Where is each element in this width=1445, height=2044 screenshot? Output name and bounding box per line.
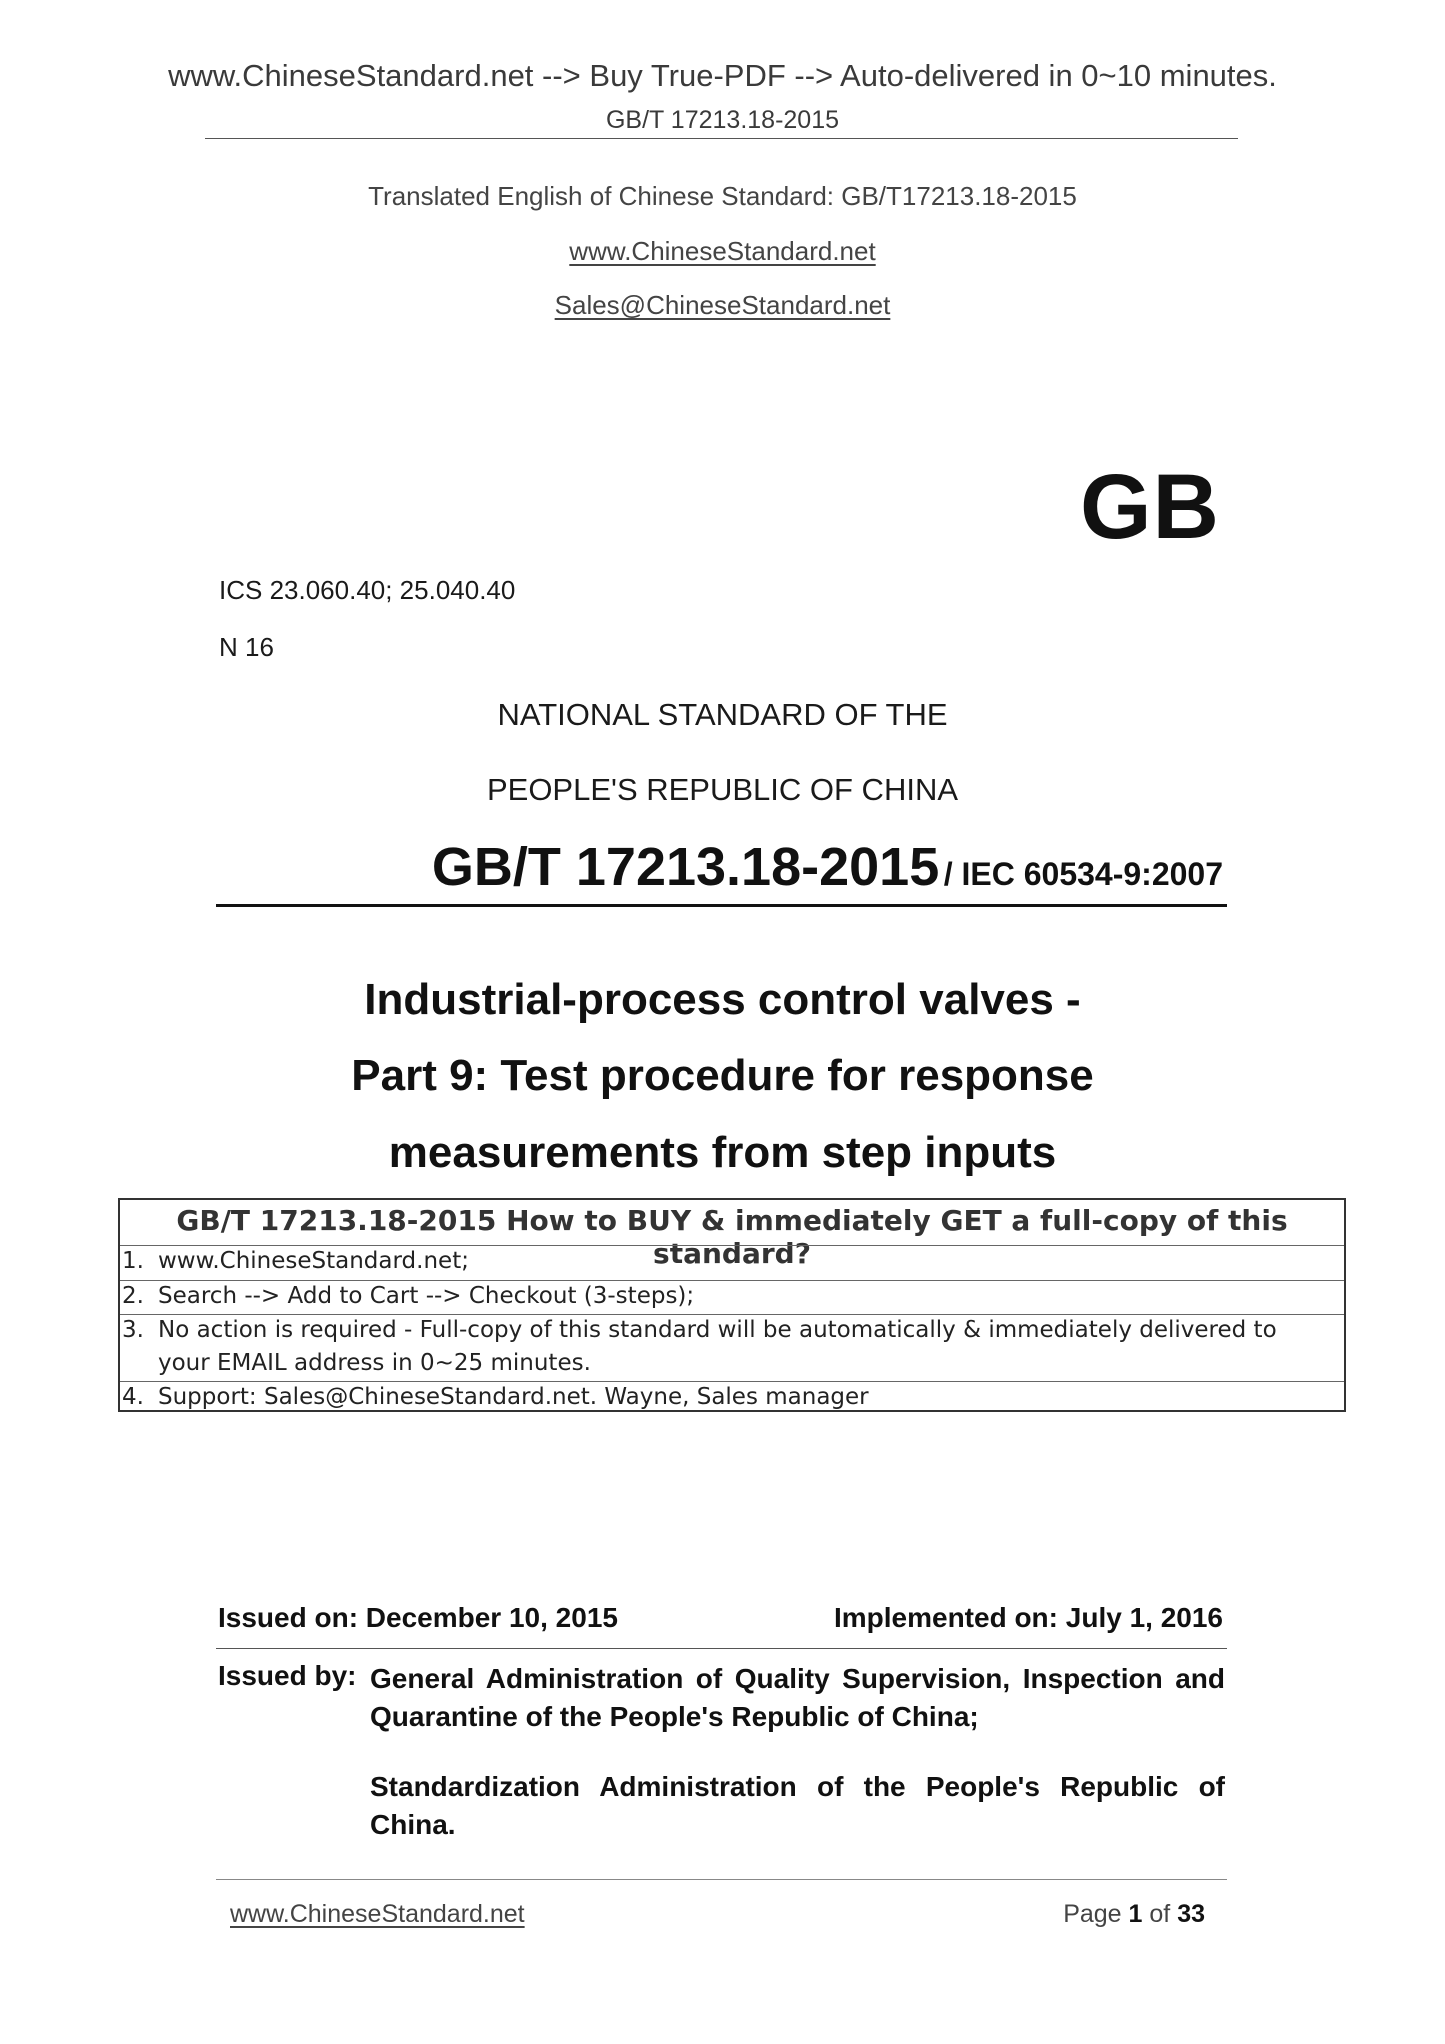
buy-step-text: Search --> Add to Cart --> Checkout (3-steps); [158, 1283, 695, 1309]
gb-mark: GB [1080, 456, 1220, 558]
buy-step [122, 1384, 869, 1410]
how-to-buy-heading: GB/T 17213.18-2015 How to BUY & immediately GET a full-copy of this standard? [176, 1204, 1288, 1270]
buy-step-text: No action is required - Full-copy of this standard will be automatically & immediately delivered to [158, 1317, 1277, 1343]
document-title-line-3: measurements from step inputs [388, 1128, 1057, 1177]
buy-step [122, 1283, 694, 1309]
standard-number: GB/T 17213.18-2015 [431, 837, 940, 897]
buy-step [122, 1317, 1277, 1343]
sales-email-link[interactable]: Sales@ChineseStandard.net [554, 290, 891, 320]
buy-step-text: Support: Sales@ChineseStandard.net. Wayne, Sales manager [158, 1384, 869, 1410]
header-banner: www.ChineseStandard.net --> Buy True-PDF --> Auto-delivered in 0~10 minutes. [168, 58, 1277, 93]
buy-step-number: 1. [122, 1248, 144, 1274]
issuer-aqsiq: General Administration of Quality Supervision, Inspection and Quarantine of the People's Republic of China; [370, 1663, 1225, 1732]
page-mid: of [1142, 1900, 1178, 1928]
buy-box-divider [120, 1245, 1344, 1246]
document-title-line-1: Industrial-process control valves - [364, 975, 1081, 1024]
buy-step-number: 4. [122, 1384, 144, 1410]
national-standard-line-1: NATIONAL STANDARD OF THE [497, 697, 948, 732]
buy-step [122, 1248, 469, 1274]
buy-box-divider [120, 1381, 1344, 1382]
ics-code: ICS 23.060.40; 25.040.40 [219, 575, 516, 605]
footer-site-link[interactable]: www.ChineseStandard.net [230, 1900, 525, 1928]
implemented-on-date: Implemented on: July 1, 2016 [833, 1602, 1223, 1633]
issuer-sac: Standardization Administration of the People's Republic of China. [370, 1771, 1225, 1840]
issued-by-label: Issued by: [218, 1660, 357, 1691]
standard-number-divider [216, 904, 1227, 907]
national-standard-line-2: PEOPLE'S REPUBLIC OF CHINA [486, 772, 959, 807]
how-to-buy-box [118, 1198, 1346, 1412]
issue-dates-divider [216, 1648, 1227, 1649]
ccs-code: N 16 [219, 632, 274, 662]
site-link[interactable]: www.ChineseStandard.net [569, 236, 876, 266]
buy-box-divider [120, 1280, 1344, 1281]
buy-step-number: 2. [122, 1283, 144, 1309]
buy-box-divider [120, 1314, 1344, 1315]
buy-step-text: your EMAIL address in 0~25 minutes. [158, 1350, 591, 1376]
footer-divider [216, 1879, 1227, 1880]
page-current: 1 [1128, 1900, 1143, 1928]
issued-on-date: Issued on: December 10, 2015 [218, 1602, 618, 1633]
buy-step-text[interactable]: www.ChineseStandard.net; [158, 1248, 469, 1274]
document-title-line-2: Part 9: Test procedure for response [351, 1051, 1094, 1100]
site-link-wrapper [0, 236, 1445, 267]
header-standard-code: GB/T 17213.18-2015 [605, 106, 840, 134]
translated-notice: Translated English of Chinese Standard: GB/T17213.18-2015 [368, 181, 1077, 211]
footer-site-wrapper [230, 1900, 525, 1929]
page-number [1063, 1900, 1205, 1929]
page-total: 33 [1177, 1900, 1205, 1928]
page-prefix: Page [1063, 1900, 1129, 1928]
buy-step-continuation [158, 1350, 591, 1376]
buy-step-number: 3. [122, 1317, 144, 1343]
standard-number-row [432, 836, 1223, 898]
email-link-wrapper [0, 290, 1445, 321]
standard-equivalent: / IEC 60534-9:2007 [943, 856, 1223, 892]
header-divider [205, 138, 1238, 139]
